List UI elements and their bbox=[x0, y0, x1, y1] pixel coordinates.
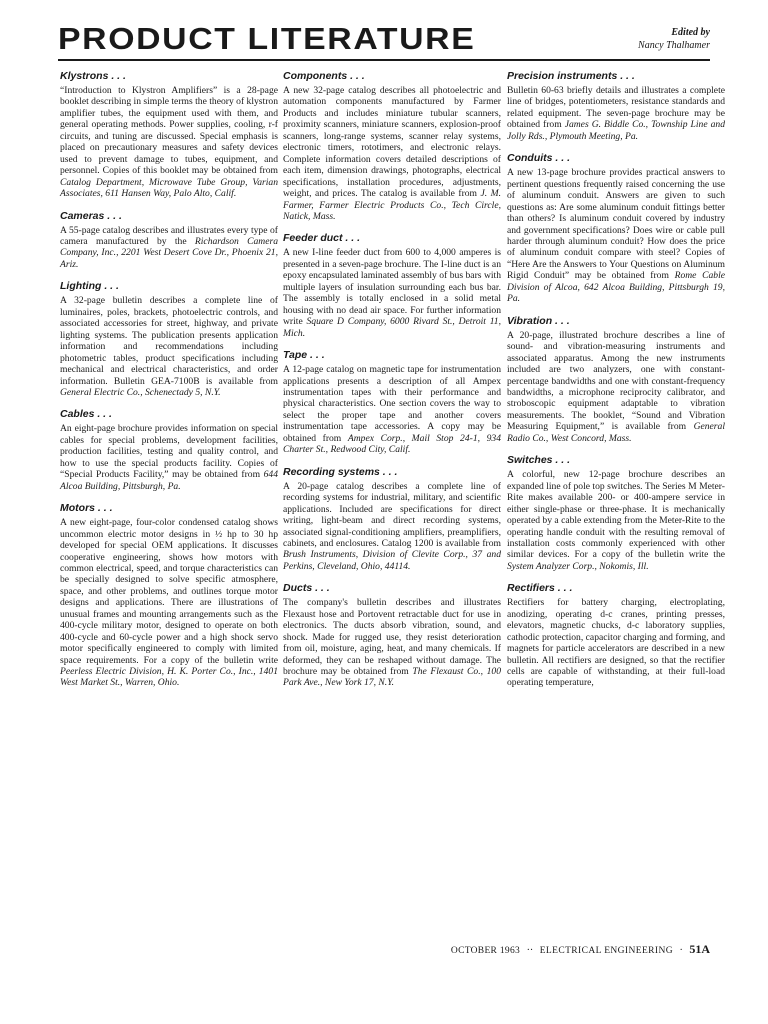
contact-address: Catalog Department, Microwave Tube Group, Varian Associates, 611 Hansen Way, Palo Alto, Calif. bbox=[60, 176, 278, 200]
section-heading: Cameras . . . bbox=[60, 209, 122, 222]
page-footer bbox=[384, 942, 710, 958]
contact-address: General Electric Co., Schenectady 5, N.Y. bbox=[60, 386, 221, 398]
section-cables bbox=[60, 408, 278, 492]
column-2 bbox=[283, 70, 501, 699]
column-3 bbox=[507, 70, 725, 699]
edited-by-label: Edited by bbox=[671, 27, 710, 38]
section-conduits bbox=[507, 152, 725, 304]
section-body: A 32-page bulletin describes a complete line of luminaires, poles, brackets, photoelectric controls, and associated accessories for street, highway, and private lighting systems. The publication presents application information and recommendations including photometric tables, product specifications including mechanical and electrical characteristics, and order information. Bulletin GEA-7100B is available from General Electric Co., Schenectady 5, N.Y. bbox=[60, 295, 278, 398]
section-heading: Feeder duct . . . bbox=[283, 232, 361, 245]
section-body: A new 13-page brochure provides practical answers to pertinent questions frequently raised concerning the use of aluminum conduit. Answers are given to such questions as: Are some aluminum conduit fittings better than others? Is aluminum conduit covered by industry and government specifications? Does wire or cable pull harder through aluminum conduit? How does the price of aluminum conduit compare with steel? Copies of “Here Are the Answers to Your Questions on Aluminum Rigid Conduit” may be obtained from Rome Cable Division of Alcoa, 642 Alcoa Building, Pittsburgh 19, Pa. bbox=[507, 167, 725, 305]
section-heading: Vibration . . . bbox=[507, 314, 570, 327]
contact-address: James G. Biddle Co., Township Line and Jolly Rds., Plymouth Meeting, Pa. bbox=[507, 119, 725, 142]
section-feeder-duct bbox=[283, 232, 501, 339]
contact-address: Square D Company, 6000 Rivard St., Detroit 11, Mich. bbox=[283, 316, 501, 339]
section-heading: Lighting . . . bbox=[60, 280, 119, 293]
section-cameras bbox=[60, 210, 278, 271]
footer-dot: · bbox=[679, 945, 683, 956]
section-body: A 20-page, illustrated brochure describes a line of sound- and vibration-measuring instruments and associated apparatus. Among the new instruments included are two analyzers, one with constant-percentage bandwidths and one with constant-frequency bandwidths, a microphone reciprocity calibrator, and stroboscopic equipment adaptable to vibration measurements. The booklet, “Sound and Vibration Measuring Equipment,” is available from General Radio Co., West Concord, Mass. bbox=[507, 329, 725, 444]
contact-address: System Analyzer Corp., Nokomis, Ill. bbox=[507, 560, 649, 572]
contact-address: Richardson Camera Company, Inc., 2201 West Desert Cove Dr., Phoenix 21, Ariz. bbox=[60, 235, 278, 270]
section-body: A new I-line feeder duct from 600 to 4,000 amperes is presented in a seven-page brochure. The I-line duct is an epoxy encapsulated laminated assembly of bus bars with multiple layers of insulation surrounding each bus bar. The assembly is totally enclosed in a solid metal housing with no dead air space. For further information write Square D Company, 6000 Rivard St., Detroit 11, Mich. bbox=[283, 247, 501, 339]
section-body: “Introduction to Klystron Amplifiers” is a 28-page booklet describing in simple terms the theory of klystron amplifier tubes, the equipment used with them, and general operating methods. Power supplies, cooling, r-f circuits, and tuning are discussed. Special emphasis is placed on precautionary measures and safety devices used to prevent damage to tubes, equipment, and personnel. Copies of this booklet may be obtained from Catalog Department, Microwave Tube Group, Varian Associates, 611 Hansen Way, Palo Alto, Calif. bbox=[60, 85, 278, 200]
section-body: The company's bulletin describes and illustrates Flexaust hose and Portovent retractable duct for use in electronics. The ducts absorb vibration, sound, and shock. Made for rugged use, they resist deterioration from oil, moisture, aging, heat, and many chemicals. If deformed, they can be reshaped without damage. The brochure may be obtained from The Flexaust Co., 100 Park Ave., New York 17, N.Y. bbox=[283, 597, 501, 689]
issue-date: OCTOBER 1963 bbox=[450, 946, 521, 956]
masthead-rule bbox=[58, 59, 710, 61]
page-title: PRODUCT LITERATURE bbox=[58, 21, 476, 56]
section-tape bbox=[283, 349, 501, 456]
section-heading: Precision instruments . . . bbox=[507, 70, 635, 82]
section-heading: Components . . . bbox=[283, 70, 365, 82]
section-body: A 12-page catalog on magnetic tape for instrumentation applications presents a description of all Ampex instrumentation tapes with their performance and physical characteristics. One section covers the way to select the proper tape and another covers instrumentation tape accessories. A copy may be obtained from Ampex Corp., Mail Stop 24-1, 934 Charter St., Redwood City, Calif. bbox=[283, 364, 502, 456]
section-recording-systems bbox=[283, 466, 501, 573]
journal-name: ELECTRICAL ENGINEERING bbox=[539, 946, 673, 956]
section-heading: Conduits . . . bbox=[507, 152, 570, 165]
section-body: Rectifiers for battery charging, electroplating, anodizing, operating d-c cranes, printing presses, elevators, magnetic chucks, d-c laboratory supplies, cathodic protection, capacitor charging and forming, and magnets for particle accelerators are described in a new bulletin. All rectifiers are designed, so that the rectifier cells are capable of withstanding, at their full-load operating temperature, bbox=[507, 597, 725, 689]
section-body: A new eight-page, four-color condensed catalog shows uncommon electric motor designs in ½ hp to 30 hp developed for special OEM applications. It discusses cooperative engineering, shows how motors with common electrical, speed, and torque characteristics can be specially designed to solve specific atmosphere, space, and other problems, and outlines torque motor designs and applications. There are illustrations of unusual frames and mounting arrangements such as the 400-cycle military motor, designed to operate on both 400-cycle and 60-cycle power and a high shock servo motor specifically engineered to comply with limited space requirements. For a copy of the bulletin write Peerless Electric Division, H. K. Porter Co., Inc., 1401 West Market St., Warren, Ohio. bbox=[60, 517, 278, 689]
column-1 bbox=[60, 70, 278, 699]
footer-separator: ·· bbox=[526, 945, 534, 956]
section-body: A 55-page catalog describes and illustrates every type of camera manufactured by the Richardson Camera Company, Inc., 2201 West Desert Cove Dr., Phoenix 21, Ariz. bbox=[60, 224, 278, 270]
section-klystrons bbox=[60, 70, 278, 200]
section-lighting bbox=[60, 280, 278, 398]
section-body: A new 32-page catalog describes all photoelectric and automation components manufactured by Farmer Products and includes miniature tubular scanners, proximity scanners, miniature scanners, explosion-proof scanners, long-range systems, scanner relay systems, electronic timers, rototimers, and electronic relays. Complete information covers detailed descriptions of each item, dimension drawings, photographs, electrical specifications, installation procedures, adjustments, weight, and prices. The catalog is available from J. M. Farmer, Farmer Electric Products Co., Tech Circle, Natick, Mass. bbox=[283, 85, 501, 222]
section-precision-instruments bbox=[507, 70, 725, 142]
contact-address: Brush Instruments, Division of Clevite Corp., 37 and Perkins, Cleveland, Ohio, 44114. bbox=[283, 549, 501, 572]
contact-address: General Radio Co., West Concord, Mass. bbox=[507, 421, 725, 444]
masthead bbox=[58, 22, 710, 62]
contact-address: Peerless Electric Division, H. K. Porter Co., Inc., 1401 West Market St., Warren, Ohio. bbox=[60, 666, 278, 689]
page-number: 51A bbox=[689, 942, 710, 956]
section-body: A colorful, new 12-page brochure describes an expanded line of pole top switches. The Series M Meter-Rite makes available 200- or 400-ampere service in either single-phase or three-phase. It is mechanically operated by a cable extending from the Meter-Rite to the operating handle conduit with the resulting removal of installation costs commonly experienced with other similar devices. For a copy of the bulletin write the System Analyzer Corp., Nokomis, Ill. bbox=[507, 469, 725, 572]
section-heading: Rectifiers . . . bbox=[507, 582, 573, 595]
section-components bbox=[283, 70, 501, 222]
section-heading: Motors . . . bbox=[60, 502, 113, 515]
section-motors bbox=[60, 502, 278, 689]
section-vibration bbox=[507, 315, 725, 445]
editor-name: Nancy Thalhamer bbox=[638, 40, 710, 51]
contact-address: Ampex Corp., Mail Stop 24-1, 934 Charter St., Redwood City, Calif. bbox=[283, 432, 502, 456]
section-body: Bulletin 60-63 briefly details and illustrates a complete line of bridges, potentiometers, resistance standards and related equipment. The seven-page brochure may be obtained from James G. Biddle Co., Township Line and Jolly Rds., Plymouth Meeting, Pa. bbox=[507, 85, 725, 142]
contact-address: The Flexaust Co., 100 Park Ave., New York 17, N.Y. bbox=[283, 666, 501, 689]
contact-address: J. M. Farmer, Farmer Electric Products Co., Tech Circle, Natick, Mass. bbox=[283, 188, 501, 222]
contact-address: Rome Cable Division of Alcoa, 642 Alcoa Building, Pittsburgh 19, Pa. bbox=[507, 270, 725, 305]
section-heading: Ducts . . . bbox=[283, 582, 330, 595]
section-heading: Tape . . . bbox=[283, 349, 325, 362]
contact-address: 644 Alcoa Building, Pittsburgh, Pa. bbox=[60, 469, 278, 492]
section-heading: Recording systems . . . bbox=[283, 465, 398, 478]
section-rectifiers bbox=[507, 582, 725, 689]
section-heading: Cables . . . bbox=[60, 408, 112, 421]
editor-credit bbox=[638, 26, 710, 52]
section-body: A 20-page catalog describes a complete line of recording systems for industrial, military, and scientific applications. Included are specifications for direct writing, light-beam and direct recording systems, associated signal-conditioning amplifiers, preamplifiers, cabinets, and enclosures. Catalog 1200 is available from Brush Instruments, Division of Clevite Corp., 37 and Perkins, Cleveland, Ohio, 44114. bbox=[283, 480, 501, 572]
section-switches bbox=[507, 454, 725, 572]
section-heading: Switches . . . bbox=[507, 454, 571, 467]
section-body: An eight-page brochure provides information on special cables for special problems, development facilities, production facilities, testing and quality control, and how to use the special products facility. Copies of “Special Products Facility,” may be obtained from 644 Alcoa Building, Pittsburgh, Pa. bbox=[60, 423, 278, 492]
section-ducts bbox=[283, 582, 501, 689]
section-heading: Klystrons . . . bbox=[60, 70, 126, 82]
